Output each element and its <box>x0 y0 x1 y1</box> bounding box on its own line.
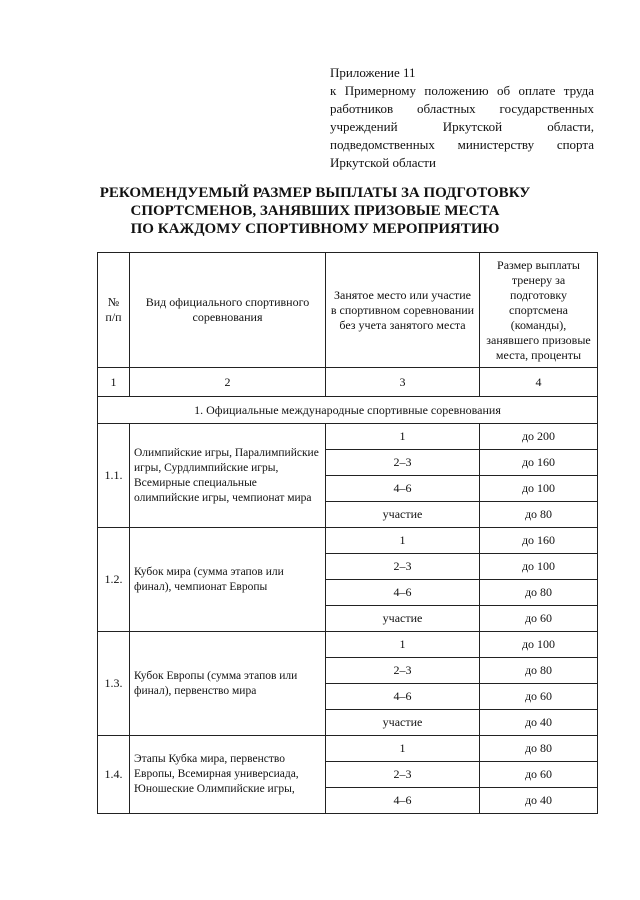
place-cell: участие <box>326 502 480 528</box>
competition-name: Олимпийские игры, Паралимпийские игры, Сурдлимпийские игры, Всемирные специальные олимпийские игры, чемпионат мира <box>130 424 326 528</box>
appendix-heading: Приложение 11 <box>330 65 416 80</box>
appendix-line: к Примерному положению об оплате труда <box>330 83 594 98</box>
document-title <box>60 184 570 238</box>
section-row <box>98 397 598 424</box>
payment-cell: до 100 <box>480 632 598 658</box>
table-row <box>98 424 598 450</box>
payment-cell: до 80 <box>480 502 598 528</box>
payment-cell: до 60 <box>480 606 598 632</box>
place-cell: 1 <box>326 736 480 762</box>
appendix-line: Иркутской области <box>330 155 436 170</box>
place-cell: 4–6 <box>326 788 480 814</box>
place-cell: 2–3 <box>326 450 480 476</box>
column-number-row <box>98 368 598 397</box>
payment-cell: до 60 <box>480 684 598 710</box>
header-row <box>98 253 598 368</box>
title-line: РЕКОМЕНДУЕМЫЙ РАЗМЕР ВЫПЛАТЫ ЗА ПОДГОТОВКУ <box>99 185 531 201</box>
section-title: 1. Официальные международные спортивные соревнования <box>98 397 598 424</box>
payment-table <box>97 252 598 814</box>
title-line: ПО КАЖДОМУ СПОРТИВНОМУ МЕРОПРИЯТИЮ <box>130 221 500 237</box>
table-row <box>98 736 598 762</box>
place-cell: 2–3 <box>326 658 480 684</box>
payment-cell: до 80 <box>480 736 598 762</box>
competition-name: Этапы Кубка мира, первенство Европы, Всемирная универсиада, Юношеские Олимпийские игры, <box>130 736 326 814</box>
row-number: 1.3. <box>98 632 130 736</box>
place-cell: 1 <box>326 424 480 450</box>
place-cell: 2–3 <box>326 762 480 788</box>
place-cell: 1 <box>326 632 480 658</box>
place-cell: 4–6 <box>326 580 480 606</box>
payment-cell: до 80 <box>480 580 598 606</box>
place-cell: 1 <box>326 528 480 554</box>
appendix-block <box>330 64 594 172</box>
place-cell: участие <box>326 606 480 632</box>
payment-cell: до 40 <box>480 710 598 736</box>
column-number: 3 <box>326 368 480 397</box>
row-number: 1.1. <box>98 424 130 528</box>
payment-cell: до 100 <box>480 554 598 580</box>
table-row <box>98 632 598 658</box>
row-number: 1.4. <box>98 736 130 814</box>
header-competition: Вид официального спортивного соревнования <box>130 253 326 368</box>
place-cell: 4–6 <box>326 684 480 710</box>
column-number: 1 <box>98 368 130 397</box>
appendix-line: подведомственных министерству спорта <box>330 137 594 152</box>
payment-cell: до 100 <box>480 476 598 502</box>
table-row <box>98 528 598 554</box>
column-number: 4 <box>480 368 598 397</box>
appendix-line: работников областных государственных <box>330 101 594 116</box>
place-cell: 4–6 <box>326 476 480 502</box>
competition-name: Кубок Европы (сумма этапов или финал), первенство мира <box>130 632 326 736</box>
competition-name: Кубок мира (сумма этапов или финал), чемпионат Европы <box>130 528 326 632</box>
appendix-line: учреждений Иркутской области, <box>330 119 594 134</box>
place-cell: 2–3 <box>326 554 480 580</box>
header-number: № п/п <box>98 253 130 368</box>
header-place: Занятое место или участие в спортивном соревновании без учета занятого места <box>326 253 480 368</box>
payment-cell: до 60 <box>480 762 598 788</box>
payment-cell: до 160 <box>480 528 598 554</box>
column-number: 2 <box>130 368 326 397</box>
title-line: СПОРТСМЕНОВ, ЗАНЯВШИХ ПРИЗОВЫЕ МЕСТА <box>130 203 500 219</box>
payment-cell: до 200 <box>480 424 598 450</box>
place-cell: участие <box>326 710 480 736</box>
header-payment: Размер выплаты тренеру за подготовку спортсмена (команды), занявшего призовые места, проценты <box>480 253 598 368</box>
payment-cell: до 160 <box>480 450 598 476</box>
payment-cell: до 80 <box>480 658 598 684</box>
row-number: 1.2. <box>98 528 130 632</box>
payment-cell: до 40 <box>480 788 598 814</box>
